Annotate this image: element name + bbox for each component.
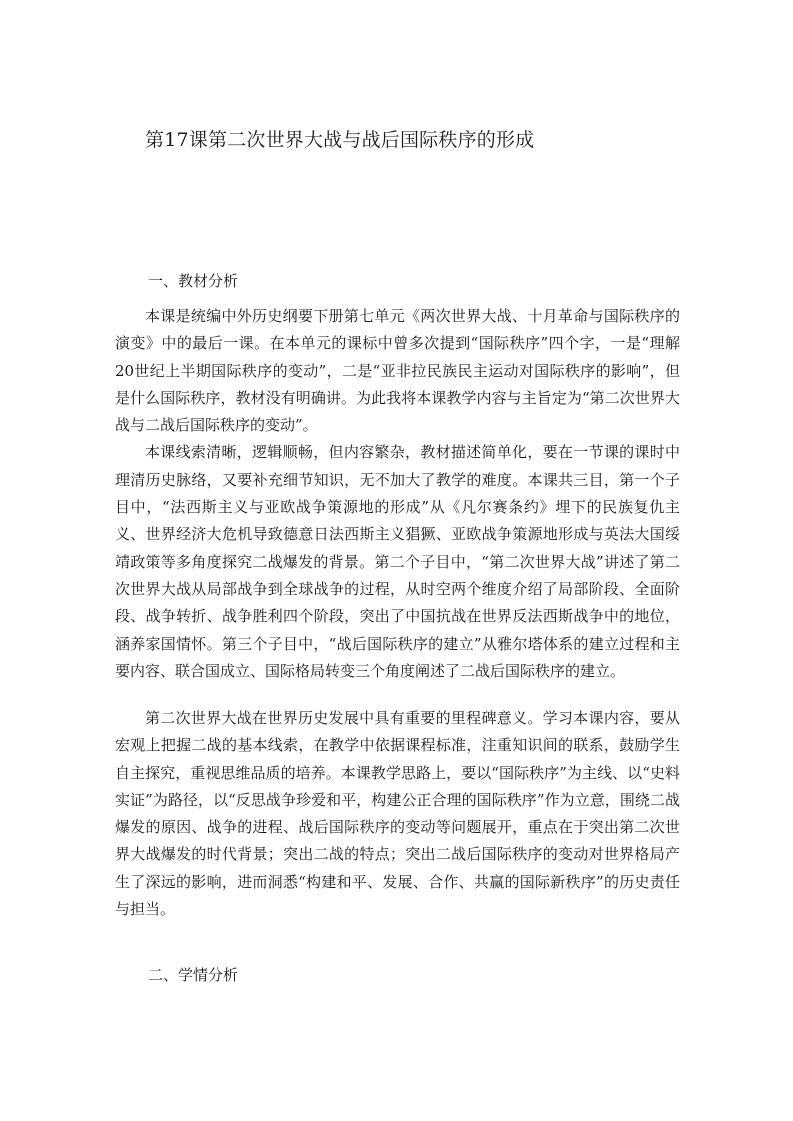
paragraph-2: 本课线索清晰，逻辑顺畅，但内容繁杂，教材描述简单化，要在一节课的课时中理清历史脉络，又要补充细节知识，无不加大了教学的难度。本课共三目，第一个子目中，“法西斯主义与亚欧战争策源地的形成”从《凡尔赛条约》埋下的民族复仇主义、世界经济大危机导致德意日法西斯主义猖獗、亚欧战争策源地形成与英法大国绥靖政策等多角度探究二战爆发的背景。第二个子目中，“第二次世界大战”讲述了第二次世界大战从局部战争到全球战争的过程，从时空两个维度介绍了局部阶段、全面阶段、战争转折、战争胜利四个阶段，突出了中国抗战在世界反法西斯战争中的地位，涵养家国情怀。第三个子目中，“战后国际秩序的建立”从雅尔塔体系的建立过程和主要内容、联合国成立、国际格局转变三个角度阐述了二战后国际秩序的建立。 [115,443,680,680]
analysis-text-block [115,303,680,685]
paragraph-1: 本课是统编中外历史纲要下册第七单元《两次世界大战、十月革命与国际秩序的演变》中的最后一课。在本单元的课标中曾多次提到“国际秩序”四个字，一是“理解20世纪上半期国际秩序的变动”，二是“亚非拉民族民主运动对国际秩序的影响”，但是什么国际秩序，教材没有明确讲。为此我将本课教学内容与主旨定为“第二次世界大战与二战后国际秩序的变动”。 [115,307,680,435]
lesson-title: 第17课第二次世界大战与战后国际秩序的形成 [145,129,535,151]
significance-text-block [115,705,680,923]
section-heading-textbook-analysis: 一、教材分析 [148,272,239,290]
paragraph-3: 第二次世界大战在世界历史发展中具有重要的里程碑意义。学习本课内容，要从宏观上把握二战的基本线索，在教学中依据课程标准，注重知识间的联系，鼓励学生自主探究，重视思维品质的培养。本课教学思路上，要以“国际秩序”为主线、以“史料实证”为路径，以“反思战争珍爱和平，构建公正合理的国际秩序”作为立意，围绕二战爆发的原因、战争的进程、战后国际秩序的变动等问题展开，重点在于突出第二次世界大战爆发的时代背景；突出二战的特点；突出二战后国际秩序的变动对世界格局产生了深远的影响，进而洞悉“构建和平、发展、合作、共赢的国际新秩序”的历史责任与担当。 [115,709,680,919]
section-heading-student-analysis: 二、学情分析 [148,966,239,984]
